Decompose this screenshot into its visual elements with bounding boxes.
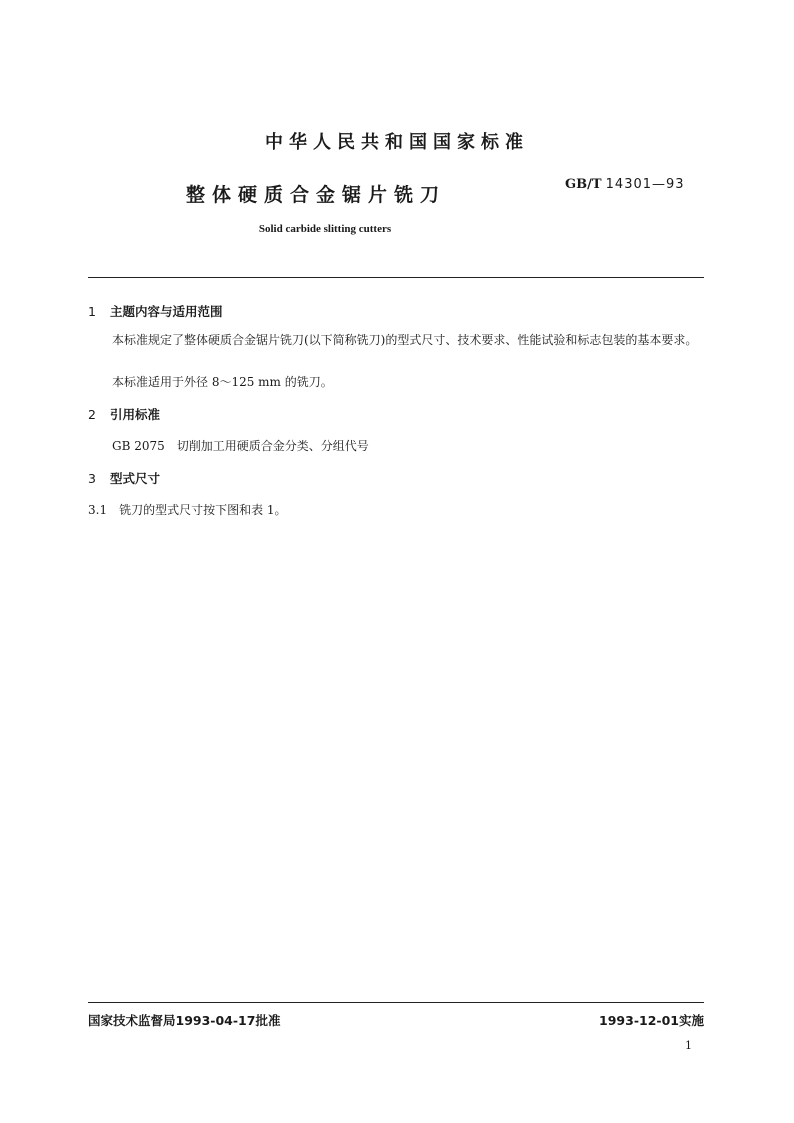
section-2-number: 2 <box>88 407 96 422</box>
standard-prefix: GB/T <box>565 177 602 192</box>
section-2-heading <box>88 405 160 423</box>
section-1-paragraph-2: 本标准适用于外径 8～125 mm 的铣刀。 <box>112 375 333 389</box>
section-3-number: 3 <box>88 471 96 486</box>
reference-standard-entry: GB 2075 切削加工用硬质合金分类、分组代号 <box>112 439 369 453</box>
section-1-heading <box>88 302 223 320</box>
page-number: 1 <box>685 1039 692 1052</box>
approval-line: 国家技术监督局1993-04-17批准 <box>88 1013 281 1028</box>
section-3-title: 型式尺寸 <box>110 471 161 486</box>
section-2-title: 引用标准 <box>110 407 161 422</box>
national-standard-heading: 中华人民共和国国家标准 <box>265 132 529 153</box>
section-3-heading <box>88 469 160 487</box>
section-1-paragraph-1: 本标准规定了整体硬质合金锯片铣刀(以下简称铣刀)的型式尺寸、技术要求、性能试验和标志包装的基本要求。 <box>112 333 698 347</box>
section-1-number: 1 <box>88 304 96 319</box>
english-title: Solid carbide slitting cutters <box>258 223 392 235</box>
bottom-divider <box>88 1002 704 1003</box>
standard-code: 14301—93 <box>605 177 685 192</box>
standard-title: 整体硬质合金锯片铣刀 <box>186 184 447 206</box>
section-1-title: 主题内容与适用范围 <box>110 304 223 319</box>
clause-3-1: 3.1 铣刀的型式尺寸按下图和表 1。 <box>88 503 287 517</box>
top-divider <box>88 277 704 278</box>
implementation-date: 1993-12-01实施 <box>599 1013 704 1028</box>
standard-number <box>565 177 685 192</box>
